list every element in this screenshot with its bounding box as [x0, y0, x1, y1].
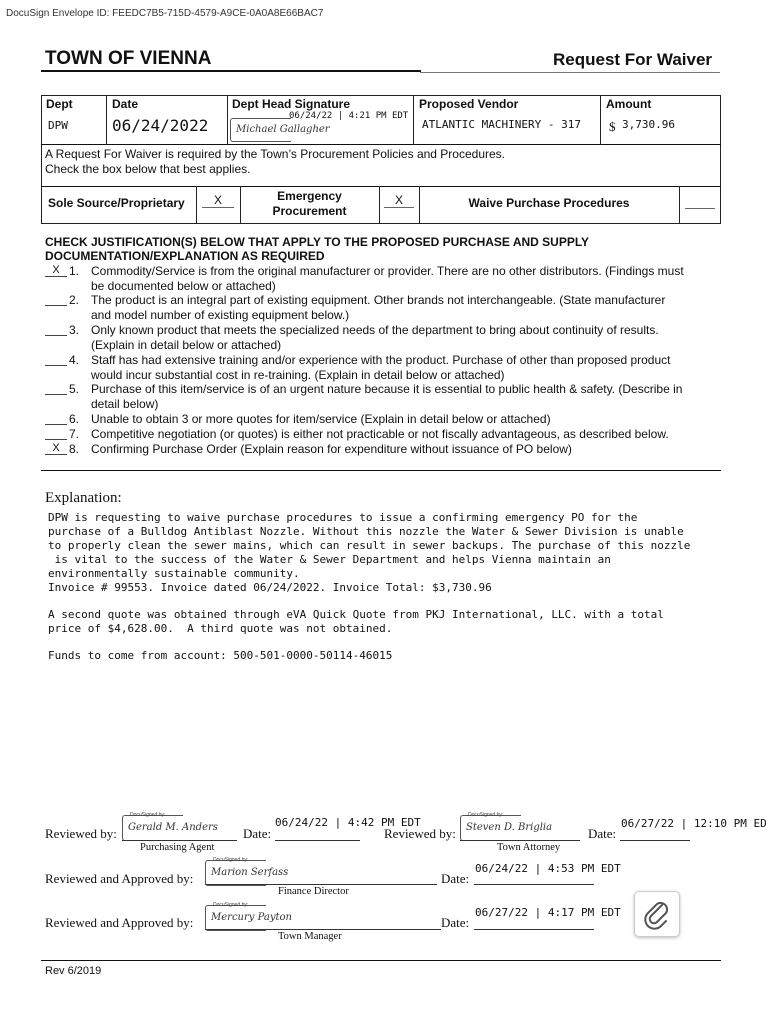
justification-text [91, 323, 723, 353]
option-emergency-checkbox[interactable]: X [384, 193, 414, 208]
vendor-label: Proposed Vendor [419, 97, 519, 111]
justification-text-line2: (Explain in detail below or attached) [91, 338, 282, 352]
col-divider [106, 95, 107, 145]
justification-checkbox[interactable] [45, 382, 67, 395]
explanation-line: environmentally sustainable community. [48, 567, 300, 580]
paperclip-icon [635, 892, 679, 936]
date-line [474, 929, 594, 930]
justification-checkbox[interactable] [45, 353, 67, 366]
waiver-notice-line1: A Request For Waiver is required by the Town’s Procurement Policies and Procedures. [45, 147, 505, 161]
justification-number: 3. [69, 323, 80, 337]
date-label: Date [112, 97, 139, 111]
justification-checkbox[interactable] [45, 293, 67, 306]
town-manager-signature-scribble: Mercury Payton [211, 912, 292, 923]
justification-text [91, 353, 723, 383]
docusign-envelope-id: DocuSign Envelope ID: FEEDC7B5-715D-4579-A9CE-0A0A8E66BAC7 [6, 8, 324, 19]
justification-text-line2: would incur substantial cost in re-training. (Explain in detail below or attached) [91, 368, 505, 382]
justification-text [91, 293, 723, 323]
finance-director-signature-scribble: Marion Serfass [211, 867, 289, 878]
town-name: TOWN OF VIENNA [45, 48, 212, 69]
explanation-line: Invoice # 99553. Invoice dated 06/24/2022. Invoice Total: $3,730.96 [48, 581, 492, 594]
dept-head-signature-label: Dept Head Signature [232, 97, 351, 111]
signature-line [205, 929, 441, 930]
amount-value: 3,730.96 [622, 118, 675, 131]
justification-checkbox[interactable] [45, 427, 67, 440]
justification-text-line1: Only known product that meets the specialized needs of the department to bring about continuity of results. [91, 323, 659, 337]
explanation-line: Funds to come from account: 500-501-0000-50114-46015 [48, 649, 393, 662]
justification-number: 8. [69, 442, 80, 456]
justification-text-line1: Purchase of this item/service is of an urgent nature because it is essential to public health & safety. (Describe in [91, 382, 683, 396]
justification-text [91, 382, 723, 412]
purchasing-agent-title: Purchasing Agent [140, 842, 215, 853]
town-manager-title: Town Manager [278, 931, 342, 942]
waiver-notice-line2: Check the box below that best applies. [45, 162, 251, 176]
signature-line [122, 840, 237, 841]
explanation-line: A second quote was obtained through eVA Quick Quote from PKJ International, LLC. with a total [48, 608, 664, 621]
finance-director-title: Finance Director [278, 886, 349, 897]
dept-head-signature-timestamp: 06/24/22 | 4:21 PM EDT [289, 111, 409, 121]
justification-number: 5. [69, 382, 80, 396]
date-label-2: Date: [588, 826, 617, 841]
justification-text [91, 264, 723, 294]
approved-by-label-1: Reviewed and Approved by: [45, 871, 194, 886]
justification-number: 6. [69, 412, 80, 426]
amount-label: Amount [606, 97, 652, 111]
document-title: Request For Waiver [553, 50, 713, 69]
justification-number: 7. [69, 427, 80, 441]
explanation-line: purchase of a Bulldog Antiblast Nozzle. Without this nozzle the Water & Sewer Division is unable [48, 525, 684, 538]
footer-divider [41, 960, 721, 961]
justification-number: 1. [69, 264, 80, 278]
dept-value: DPW [48, 119, 68, 132]
option-waive-checkbox[interactable] [685, 193, 715, 209]
purchasing-agent-date: 06/24/22 | 4:42 PM EDT [275, 816, 421, 829]
justification-text: Confirming Purchase Order (Explain reason for expenditure without issuance of PO below) [91, 442, 572, 456]
date-label-1: Date: [243, 826, 272, 841]
justification-text-line1: The product is an integral part of existing equipment. Other brands not interchangeable. (State manufacturer [91, 293, 666, 307]
col-divider [379, 186, 380, 223]
town-attorney-date: 06/27/22 | 12:10 PM ED [621, 817, 767, 830]
col-divider [413, 95, 414, 145]
vendor-value: ATLANTIC MACHINERY - 317 [422, 118, 581, 131]
date-line [474, 884, 594, 885]
justification-text-line2: and model number of existing equipment below.) [91, 308, 350, 322]
reviewed-by-label-1: Reviewed by: [45, 826, 117, 841]
option-waive-label: Waive Purchase Procedures [468, 196, 630, 210]
justification-text-line2: detail below) [91, 397, 159, 411]
table-divider [41, 186, 721, 187]
explanation-line: to properly clean the sewer mains, which can result in sewer backups. The purchase of this nozzle [48, 539, 691, 552]
option-sole-source-checkbox[interactable]: X [202, 193, 234, 208]
table-divider [41, 144, 721, 145]
col-divider [679, 186, 680, 223]
amount-currency: $ [609, 119, 616, 134]
date-label-3: Date: [441, 871, 470, 886]
option-emergency-label-2: Procurement [272, 204, 347, 218]
town-attorney-signature-scribble: Steven D. Briglia [466, 822, 553, 833]
dept-label: Dept [46, 97, 73, 111]
justification-number: 2. [69, 293, 80, 307]
docusign-label: DocuSigned by: [130, 812, 166, 818]
date-label-4: Date: [441, 915, 470, 930]
justification-text: Unable to obtain 3 or more quotes for item/service (Explain in detail below or attached) [91, 412, 551, 426]
date-value: 06/24/2022 [112, 116, 209, 135]
explanation-label: Explanation: [45, 490, 122, 506]
docusign-label: DocuSigned by: [213, 902, 249, 908]
option-emergency-label-1: Emergency [277, 189, 342, 203]
justification-checkbox[interactable]: X [45, 442, 67, 455]
date-line [275, 840, 360, 841]
docusign-label: DocuSigned by: [468, 812, 504, 818]
reviewed-by-label-2: Reviewed by: [384, 826, 456, 841]
justification-checkbox[interactable] [45, 323, 67, 336]
justification-text-line2: be documented below or attached) [91, 279, 276, 293]
purchasing-agent-signature-scribble: Gerald M. Anders [128, 822, 218, 833]
revision-label: Rev 6/2019 [45, 965, 102, 977]
justification-checkbox[interactable] [45, 412, 67, 425]
option-sole-source-label: Sole Source/Proprietary [48, 196, 185, 210]
justification-checkbox[interactable]: X [45, 264, 67, 277]
explanation-line: DPW is requesting to waive purchase procedures to issue a confirming emergency PO for the [48, 511, 638, 524]
signature-line [205, 884, 437, 885]
justification-number: 4. [69, 353, 80, 367]
justification-heading-2: DOCUMENTATION/EXPLANATION AS REQUIRED [45, 249, 325, 263]
section-divider [41, 470, 721, 471]
explanation-line: is vital to the success of the Water & Sewer Department and helps Vienna maintain an [48, 553, 611, 566]
attachment-button[interactable] [634, 891, 680, 937]
justification-text-line1: Staff has had extensive training and/or experience with the product. Purchase of other than proposed product [91, 353, 671, 367]
header-rule-left [41, 70, 421, 72]
date-line [620, 840, 690, 841]
signature-line [460, 840, 580, 841]
finance-director-date: 06/24/22 | 4:53 PM EDT [475, 862, 621, 875]
justification-heading-1: CHECK JUSTIFICATION(S) BELOW THAT APPLY TO THE PROPOSED PURCHASE AND SUPPLY [45, 235, 590, 249]
explanation-line: price of $4,628.00. A third quote was not obtained. [48, 622, 393, 635]
docusign-label: DocuSigned by: [213, 857, 249, 863]
justification-text-line1: Commodity/Service is from the original manufacturer or provider. There are no other distributors. (Findings must [91, 264, 684, 278]
col-divider [196, 186, 197, 223]
col-divider [227, 95, 228, 145]
header-rule-right [420, 72, 720, 73]
dept-head-signature-scribble: Michael Gallagher [236, 124, 330, 135]
approved-by-label-2: Reviewed and Approved by: [45, 915, 194, 930]
town-attorney-title: Town Attorney [497, 842, 561, 853]
town-manager-date: 06/27/22 | 4:17 PM EDT [475, 906, 621, 919]
justification-text: Competitive negotiation (or quotes) is either not practicable or not fiscally advantageous, as described below. [91, 427, 669, 441]
col-divider [600, 95, 601, 145]
